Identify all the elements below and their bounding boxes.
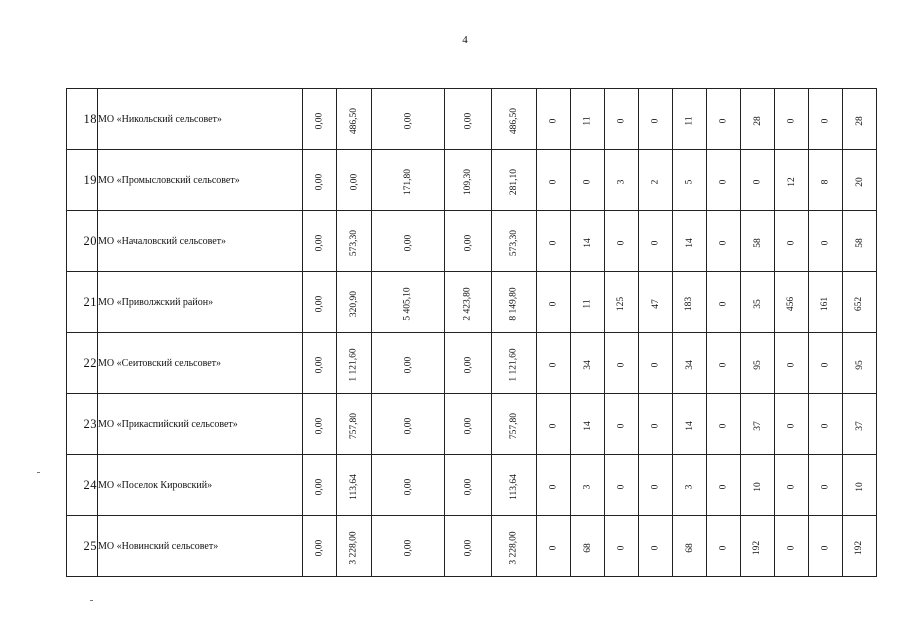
cell-value: 0 (718, 301, 729, 307)
cell-value: 14 (684, 238, 695, 248)
cell-value: 0,00 (463, 539, 473, 557)
cell-value: 47 (650, 299, 661, 309)
table-row (67, 89, 877, 150)
data-table (66, 88, 877, 577)
cell-value: 11 (582, 299, 593, 309)
cell-value: 0,00 (463, 478, 473, 496)
cell-value: 68 (684, 543, 695, 553)
cell-value: 20 (854, 177, 865, 187)
cell-value: 3 228,00 (509, 531, 519, 565)
cell-value: 3 (684, 484, 695, 490)
table-cell (372, 150, 445, 211)
table-cell (707, 455, 741, 516)
table-cell (303, 89, 337, 150)
table-cell (492, 89, 537, 150)
cell-value: 456 (786, 296, 797, 312)
cell-value: 320,90 (349, 290, 359, 318)
table-cell (673, 333, 707, 394)
cell-value: 11 (582, 116, 593, 126)
table-row (67, 272, 877, 333)
table-cell (809, 272, 843, 333)
table-row (67, 455, 877, 516)
table-cell (372, 333, 445, 394)
table-cell (639, 211, 673, 272)
table-cell (707, 150, 741, 211)
table-cell (605, 455, 639, 516)
scan-mark (90, 600, 93, 601)
cell-value: 37 (854, 421, 865, 431)
table-cell (707, 394, 741, 455)
table-cell (571, 211, 605, 272)
cell-value: 68 (582, 543, 593, 553)
cell-value: 10 (752, 482, 763, 492)
cell-value: 1 121,60 (509, 348, 519, 382)
cell-value: 0 (616, 423, 627, 429)
table-cell (571, 455, 605, 516)
cell-value: 34 (582, 360, 593, 370)
cell-value: 0,00 (463, 112, 473, 130)
table-cell (605, 333, 639, 394)
cell-value: 486,50 (509, 107, 519, 135)
table-cell (492, 394, 537, 455)
table-cell (303, 516, 337, 577)
table-cell (741, 150, 775, 211)
cell-value: 0,00 (403, 539, 413, 557)
cell-value: 0 (820, 423, 831, 429)
table-cell (571, 516, 605, 577)
cell-value: 113,64 (509, 474, 519, 500)
cell-value: 0 (786, 484, 797, 490)
table-cell (673, 394, 707, 455)
cell-value: 171,80 (403, 168, 413, 196)
cell-value: 35 (752, 299, 763, 309)
table-row (67, 333, 877, 394)
table-cell (775, 272, 809, 333)
cell-value: 0 (820, 545, 831, 551)
table-cell (605, 89, 639, 150)
table-cell (303, 272, 337, 333)
table-cell (372, 516, 445, 577)
cell-value: 95 (854, 360, 865, 370)
cell-value: 0,00 (403, 356, 413, 374)
table-cell (571, 89, 605, 150)
table-cell (741, 394, 775, 455)
cell-value: 0 (548, 118, 559, 124)
cell-value: 0 (650, 545, 661, 551)
table-cell (673, 211, 707, 272)
cell-value: 0,00 (314, 356, 325, 374)
municipality-name: МО «Новинский сельсовет» (98, 516, 303, 577)
cell-value: 0,00 (463, 356, 473, 374)
table-cell (707, 333, 741, 394)
cell-value: 486,50 (349, 107, 359, 135)
table-cell (492, 455, 537, 516)
table-cell (809, 455, 843, 516)
page-number: 4 (462, 34, 468, 46)
cell-value: 0 (650, 362, 661, 368)
municipality-name: МО «Никольский сельсовет» (98, 89, 303, 150)
row-number: 24 (67, 455, 98, 516)
cell-value: 0 (786, 545, 797, 551)
table-cell (741, 455, 775, 516)
cell-value: 11 (684, 116, 695, 126)
table-cell (605, 516, 639, 577)
table-row (67, 150, 877, 211)
cell-value: 14 (684, 421, 695, 431)
row-number: 19 (67, 150, 98, 211)
table-cell (337, 333, 372, 394)
row-number: 21 (67, 272, 98, 333)
cell-value: 192 (752, 540, 763, 556)
cell-value: 5 (684, 179, 695, 185)
table-cell (639, 272, 673, 333)
table-cell (492, 272, 537, 333)
table-cell (639, 394, 673, 455)
table-cell (843, 272, 877, 333)
cell-value: 0 (616, 118, 627, 124)
table-cell (639, 333, 673, 394)
cell-value: 0 (718, 545, 729, 551)
table-cell (843, 516, 877, 577)
cell-value: 573,30 (509, 229, 519, 257)
table-cell (809, 211, 843, 272)
table-cell (741, 211, 775, 272)
cell-value: 652 (854, 296, 865, 312)
municipality-name: МО «Поселок Кировский» (98, 455, 303, 516)
cell-value: 0 (820, 362, 831, 368)
cell-value: 0,00 (314, 173, 325, 191)
row-number: 22 (67, 333, 98, 394)
table-cell (809, 150, 843, 211)
table-cell (492, 333, 537, 394)
cell-value: 0,00 (314, 417, 325, 435)
cell-value: 5 405,10 (403, 287, 413, 321)
table-cell (673, 150, 707, 211)
cell-value: 3 (582, 484, 593, 490)
cell-value: 0,00 (403, 478, 413, 496)
cell-value: 183 (684, 296, 695, 312)
table-cell (303, 394, 337, 455)
table-cell (537, 394, 571, 455)
table-cell (843, 150, 877, 211)
cell-value: 0 (548, 301, 559, 307)
municipality-name: МО «Приволжский район» (98, 272, 303, 333)
cell-value: 0 (718, 240, 729, 246)
municipality-name: МО «Сеитовский сельсовет» (98, 333, 303, 394)
table-cell (707, 211, 741, 272)
cell-value: 0 (820, 118, 831, 124)
table-cell (673, 516, 707, 577)
cell-value: 0 (616, 545, 627, 551)
cell-value: 0 (718, 423, 729, 429)
cell-value: 95 (752, 360, 763, 370)
table-cell (445, 272, 492, 333)
cell-value: 0 (616, 484, 627, 490)
table-cell (492, 150, 537, 211)
table-cell (843, 333, 877, 394)
cell-value: 113,64 (349, 474, 359, 500)
cell-value: 0 (548, 240, 559, 246)
cell-value: 0 (650, 423, 661, 429)
table-cell (337, 394, 372, 455)
table-cell (707, 89, 741, 150)
table-cell (492, 516, 537, 577)
table-cell (571, 150, 605, 211)
cell-value: 0 (548, 545, 559, 551)
table-cell (337, 89, 372, 150)
table-cell (605, 272, 639, 333)
cell-value: 0 (718, 484, 729, 490)
cell-value: 0 (650, 118, 661, 124)
cell-value: 37 (752, 421, 763, 431)
cell-value: 28 (752, 116, 763, 126)
table-row (67, 394, 877, 455)
table-cell (707, 272, 741, 333)
cell-value: 0,00 (463, 417, 473, 435)
table-cell (492, 211, 537, 272)
table-cell (303, 333, 337, 394)
cell-value: 109,30 (463, 168, 473, 196)
table-cell (843, 455, 877, 516)
cell-value: 0 (548, 484, 559, 490)
table-cell (372, 394, 445, 455)
cell-value: 12 (786, 177, 797, 187)
table-cell (775, 211, 809, 272)
cell-value: 0,00 (314, 112, 325, 130)
table-row (67, 211, 877, 272)
table-cell (571, 333, 605, 394)
table-cell (707, 516, 741, 577)
cell-value: 0,00 (403, 417, 413, 435)
table-cell (537, 89, 571, 150)
table-cell (445, 455, 492, 516)
cell-value: 0 (718, 362, 729, 368)
cell-value: 0,00 (403, 234, 413, 252)
table-cell (673, 455, 707, 516)
table-cell (605, 394, 639, 455)
cell-value: 0 (820, 484, 831, 490)
row-number: 25 (67, 516, 98, 577)
table-cell (337, 455, 372, 516)
cell-value: 0,00 (349, 173, 359, 191)
cell-value: 0,00 (403, 112, 413, 130)
table-cell (741, 333, 775, 394)
table-cell (445, 394, 492, 455)
table-cell (673, 272, 707, 333)
cell-value: 0,00 (314, 295, 325, 313)
cell-value: 28 (854, 116, 865, 126)
cell-value: 192 (854, 540, 865, 556)
table-cell (537, 333, 571, 394)
cell-value: 14 (582, 421, 593, 431)
cell-value: 125 (616, 296, 627, 312)
cell-value: 0 (548, 179, 559, 185)
table-cell (372, 211, 445, 272)
table-cell (605, 150, 639, 211)
row-number: 23 (67, 394, 98, 455)
cell-value: 757,80 (349, 412, 359, 440)
table-cell (571, 394, 605, 455)
table-cell (445, 150, 492, 211)
table-cell (303, 455, 337, 516)
cell-value: 573,30 (349, 229, 359, 257)
cell-value: 0 (650, 240, 661, 246)
cell-value: 10 (854, 482, 865, 492)
cell-value: 0 (718, 118, 729, 124)
cell-value: 8 149,80 (509, 287, 519, 321)
cell-value: 0 (548, 423, 559, 429)
cell-value: 0 (548, 362, 559, 368)
cell-value: 0 (786, 423, 797, 429)
cell-value: 757,80 (509, 412, 519, 440)
cell-value: 1 121,60 (349, 348, 359, 382)
cell-value: 34 (684, 360, 695, 370)
cell-value: 58 (752, 238, 763, 248)
cell-value: 0 (786, 118, 797, 124)
table-cell (605, 211, 639, 272)
table-cell (537, 211, 571, 272)
municipality-name: МО «Промысловский сельсовет» (98, 150, 303, 211)
table-cell (843, 89, 877, 150)
table-cell (775, 333, 809, 394)
cell-value: 0,00 (314, 478, 325, 496)
cell-value: 0 (786, 362, 797, 368)
table-cell (445, 211, 492, 272)
table-cell (372, 89, 445, 150)
table-cell (639, 89, 673, 150)
table-cell (337, 150, 372, 211)
table-cell (303, 211, 337, 272)
table-cell (537, 516, 571, 577)
cell-value: 161 (820, 296, 831, 312)
table-cell (639, 455, 673, 516)
table-cell (639, 516, 673, 577)
table-cell (775, 455, 809, 516)
scan-mark (37, 472, 40, 473)
table-cell (809, 89, 843, 150)
cell-value: 0 (820, 240, 831, 246)
table-cell (537, 455, 571, 516)
cell-value: 0 (616, 362, 627, 368)
table-cell (639, 150, 673, 211)
table-row (67, 516, 877, 577)
cell-value: 0 (616, 240, 627, 246)
table-cell (843, 394, 877, 455)
table-cell (337, 272, 372, 333)
table-cell (445, 333, 492, 394)
cell-value: 58 (854, 238, 865, 248)
row-number: 20 (67, 211, 98, 272)
table-cell (673, 89, 707, 150)
table-cell (775, 150, 809, 211)
table-cell (741, 272, 775, 333)
cell-value: 3 (616, 179, 627, 185)
cell-value: 0 (752, 179, 763, 185)
table-cell (337, 211, 372, 272)
cell-value: 0 (582, 179, 593, 185)
cell-value: 8 (820, 179, 831, 185)
table-cell (809, 516, 843, 577)
table-cell (372, 455, 445, 516)
cell-value: 0 (786, 240, 797, 246)
cell-value: 2 (650, 179, 661, 185)
table-cell (775, 516, 809, 577)
table-cell (303, 150, 337, 211)
table-cell (445, 89, 492, 150)
table-cell (571, 272, 605, 333)
cell-value: 0 (718, 179, 729, 185)
cell-value: 2 423,80 (463, 287, 473, 321)
cell-value: 3 228,00 (349, 531, 359, 565)
table-cell (775, 394, 809, 455)
municipality-name: МО «Прикаспийский сельсовет» (98, 394, 303, 455)
cell-value: 0,00 (314, 234, 325, 252)
cell-value: 14 (582, 238, 593, 248)
table-cell (775, 89, 809, 150)
cell-value: 281,10 (509, 168, 519, 196)
cell-value: 0,00 (314, 539, 325, 557)
cell-value: 0 (650, 484, 661, 490)
table-cell (537, 150, 571, 211)
table-cell (445, 516, 492, 577)
table-cell (741, 516, 775, 577)
table-cell (809, 333, 843, 394)
row-number: 18 (67, 89, 98, 150)
table-cell (809, 394, 843, 455)
municipality-name: МО «Началовский сельсовет» (98, 211, 303, 272)
table-cell (843, 211, 877, 272)
table-cell (372, 272, 445, 333)
cell-value: 0,00 (463, 234, 473, 252)
table-cell (741, 89, 775, 150)
table-cell (337, 516, 372, 577)
table-cell (537, 272, 571, 333)
